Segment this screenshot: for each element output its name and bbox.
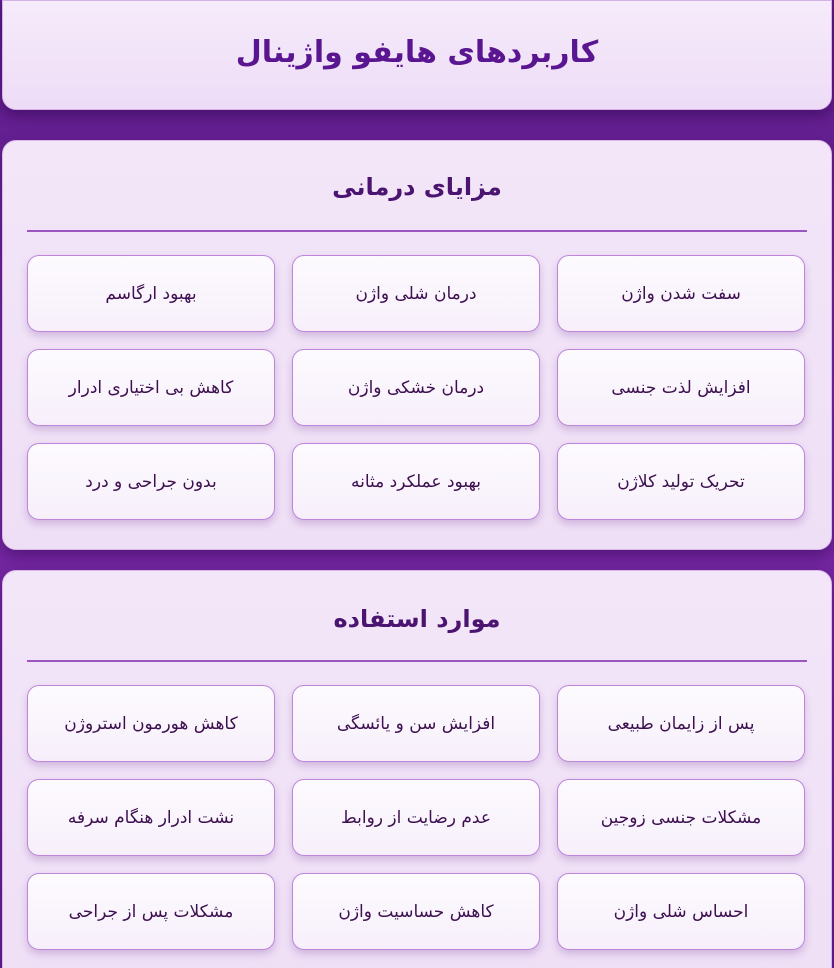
use-case-item[interactable]: کاهش حساسیت واژن — [292, 873, 540, 950]
benefit-item[interactable]: افزایش لذت جنسی — [557, 349, 805, 426]
benefit-item[interactable]: بهبود ارگاسم — [27, 255, 275, 332]
benefit-item[interactable]: سفت شدن واژن — [557, 255, 805, 332]
use-case-item[interactable]: مشکلات جنسی زوجین — [557, 779, 805, 856]
benefit-item[interactable]: کاهش بی اختیاری ادرار — [27, 349, 275, 426]
section-therapeutic-benefits — [2, 140, 832, 550]
benefit-item[interactable]: درمان خشکی واژن — [292, 349, 540, 426]
benefit-item[interactable]: بدون جراحی و درد — [27, 443, 275, 520]
section-title-uses: موارد استفاده — [333, 605, 501, 633]
section-title-benefits: مزایای درمانی — [332, 173, 502, 201]
page-title: کاربردهای هایفو واژینال — [235, 35, 599, 70]
uses-grid — [27, 685, 805, 950]
use-case-item[interactable]: احساس شلی واژن — [557, 873, 805, 950]
use-case-item[interactable]: پس از زایمان طبیعی — [557, 685, 805, 762]
section-divider — [27, 660, 807, 662]
page-header — [2, 0, 832, 110]
use-case-item[interactable]: کاهش هورمون استروژن — [27, 685, 275, 762]
benefits-grid — [27, 255, 805, 520]
section-divider — [27, 230, 807, 232]
use-case-item[interactable]: نشت ادرار هنگام سرفه — [27, 779, 275, 856]
use-case-item[interactable]: افزایش سن و یائسگی — [292, 685, 540, 762]
use-case-item[interactable]: عدم رضایت از روابط — [292, 779, 540, 856]
section-use-cases — [2, 570, 832, 968]
benefit-item[interactable]: بهبود عملکرد مثانه — [292, 443, 540, 520]
use-case-item[interactable]: مشکلات پس از جراحی — [27, 873, 275, 950]
benefit-item[interactable]: تحریک تولید کلاژن — [557, 443, 805, 520]
benefit-item[interactable]: درمان شلی واژن — [292, 255, 540, 332]
